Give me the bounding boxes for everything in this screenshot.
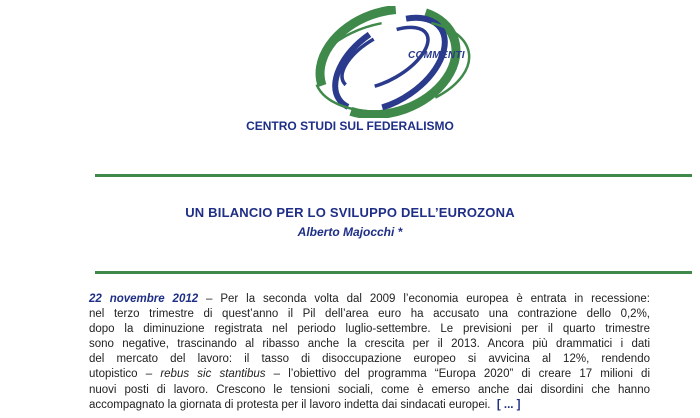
organization-name: CENTRO STUDI SUL FEDERALISMO — [246, 119, 454, 133]
body-text-6b: – l’obiettivo del programma “Europa 2020” di creare 17 milioni di — [265, 368, 650, 381]
body-line-8 — [89, 398, 650, 413]
read-more-link[interactable]: [ ... ] — [496, 398, 521, 411]
divider-top — [95, 174, 692, 177]
article-date: 22 novembre 2012 — [89, 293, 199, 305]
latin-phrase: rebus sic stantibus — [160, 368, 266, 381]
logo-caption: COMMENTI — [408, 50, 465, 61]
body-line-1 — [89, 292, 650, 307]
article-body — [89, 292, 650, 413]
body-text-6a: utopistico – — [89, 368, 153, 381]
body-text-1: – Per la seconda volta dal 2009 l’economia europea è entrata in recessione: — [198, 293, 650, 305]
federalism-logo — [290, 6, 490, 118]
divider-bottom — [95, 271, 692, 274]
body-line-3: dopo la diminuzione registrata nel periodo luglio-settembre. Le previsioni per il quarto trimestre — [89, 323, 650, 336]
body-line-6 — [89, 367, 650, 382]
body-line-4: sono negative, trascinando al ribasso anche la crescita per il 2013. Ancora più drammatici i dati — [89, 338, 650, 351]
body-line-2: nel terzo trimestre di quest’anno il Pil dell’area euro ha accusato una contrazione dello 0,2%, — [89, 308, 650, 321]
body-line-7: nuovi posti di lavoro. Crescono le tensioni sociali, come è emerso anche dai disordini che hanno — [89, 383, 650, 396]
article-title: UN BILANCIO PER LO SVILUPPO DELL’EUROZONA — [185, 205, 515, 220]
body-line-5: del mercato del lavoro: il tasso di disoccupazione europeo si avvicina al 12%, rendendo — [89, 353, 650, 366]
article-author: Alberto Majocchi * — [297, 225, 403, 239]
body-text-8: accompagnato la giornata di protesta per il lavoro indetta dai sindacati europei. — [89, 398, 491, 411]
